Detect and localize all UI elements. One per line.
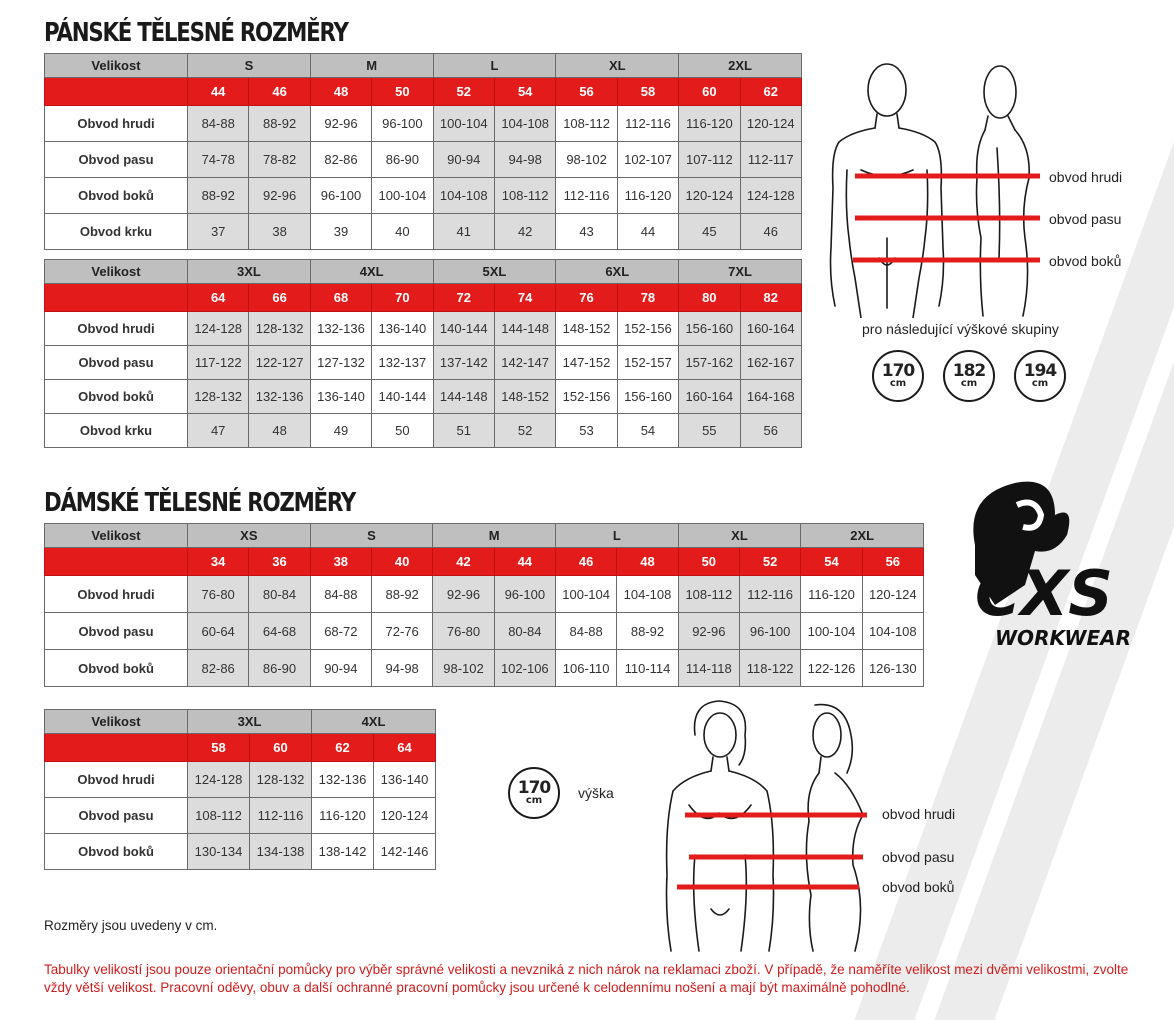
women-label-chest: obvod hrudi xyxy=(882,806,956,822)
size-number: 60 xyxy=(250,734,312,762)
table-cell: 128-132 xyxy=(188,380,249,414)
table-cell: 124-128 xyxy=(188,312,249,346)
size-group: L xyxy=(555,524,678,548)
size-number-label-cell xyxy=(45,78,188,106)
table-cell: 47 xyxy=(188,414,249,448)
size-number: 52 xyxy=(739,548,800,576)
table-cell: 118-122 xyxy=(739,650,800,687)
table-row xyxy=(45,346,802,380)
size-number-label-cell xyxy=(45,284,188,312)
table-cell: 120-124 xyxy=(740,106,801,142)
table-cell: 142-146 xyxy=(374,834,436,870)
table-cell: 44 xyxy=(617,214,678,250)
row-label: Obvod boků xyxy=(45,178,188,214)
size-number: 46 xyxy=(555,548,616,576)
table-cell: 84-88 xyxy=(310,576,371,613)
table-cell: 102-106 xyxy=(494,650,555,687)
logo-sub-text: WORKWEAR xyxy=(995,626,1132,650)
table-cell: 80-84 xyxy=(494,613,555,650)
row-label: Obvod pasu xyxy=(45,798,188,834)
table-row xyxy=(45,312,802,346)
table-cell: 72-76 xyxy=(371,613,432,650)
table-cell: 120-124 xyxy=(374,798,436,834)
size-number: 38 xyxy=(310,548,371,576)
table-cell: 90-94 xyxy=(433,142,494,178)
table-cell: 68-72 xyxy=(310,613,371,650)
table-cell: 86-90 xyxy=(249,650,310,687)
size-group: XL xyxy=(678,524,801,548)
size-number: 44 xyxy=(494,548,555,576)
table-cell: 84-88 xyxy=(188,106,249,142)
table-cell: 148-152 xyxy=(556,312,617,346)
row-label: Obvod krku xyxy=(45,214,188,250)
table-cell: 144-148 xyxy=(433,380,494,414)
table-cell: 132-136 xyxy=(310,312,371,346)
table-cell: 100-104 xyxy=(555,576,616,613)
row-label: Obvod boků xyxy=(45,650,188,687)
table-cell: 45 xyxy=(679,214,740,250)
table-cell: 122-127 xyxy=(249,346,310,380)
table-row xyxy=(45,613,924,650)
size-number-row xyxy=(45,78,802,106)
size-number: 40 xyxy=(371,548,432,576)
table-cell: 38 xyxy=(249,214,310,250)
size-number: 54 xyxy=(494,78,555,106)
table-cell: 92-96 xyxy=(249,178,310,214)
size-number: 74 xyxy=(494,284,555,312)
table-cell: 147-152 xyxy=(556,346,617,380)
size-group: S xyxy=(310,524,433,548)
size-group: XS xyxy=(188,524,311,548)
table-row xyxy=(45,798,436,834)
size-group: M xyxy=(433,524,556,548)
units-note: Rozměry jsou uvedeny v cm. xyxy=(44,918,218,933)
size-number-label-cell xyxy=(45,734,188,762)
size-number: 46 xyxy=(249,78,310,106)
size-number: 50 xyxy=(678,548,739,576)
size-number: 82 xyxy=(740,284,801,312)
row-label: Obvod hrudi xyxy=(45,576,188,613)
size-number: 64 xyxy=(374,734,436,762)
table-cell: 64-68 xyxy=(249,613,310,650)
table-cell: 120-124 xyxy=(679,178,740,214)
size-number-label-cell xyxy=(45,548,188,576)
row-label: Obvod hrudi xyxy=(45,762,188,798)
header-label: Velikost xyxy=(45,524,188,548)
table-cell: 94-98 xyxy=(371,650,432,687)
table-row xyxy=(45,576,924,613)
header-label: Velikost xyxy=(45,260,188,284)
table-row xyxy=(45,178,802,214)
table-cell: 136-140 xyxy=(310,380,371,414)
table-cell: 96-100 xyxy=(372,106,433,142)
table-cell: 116-120 xyxy=(312,798,374,834)
row-label: Obvod pasu xyxy=(45,346,188,380)
women-height-caption: výška xyxy=(578,785,614,801)
row-label: Obvod pasu xyxy=(45,613,188,650)
row-label: Obvod pasu xyxy=(45,142,188,178)
table-cell: 88-92 xyxy=(371,576,432,613)
height-badge-170: 170 cm xyxy=(872,350,924,402)
table-cell: 60-64 xyxy=(188,613,249,650)
table-cell: 132-137 xyxy=(372,346,433,380)
table-cell: 96-100 xyxy=(494,576,555,613)
table-cell: 157-162 xyxy=(679,346,740,380)
size-group: 2XL xyxy=(801,524,924,548)
women-label-hips: obvod boků xyxy=(882,879,955,895)
men-label-hips: obvod boků xyxy=(1049,253,1122,269)
table-cell: 116-120 xyxy=(617,178,678,214)
men-heights-caption: pro následující výškové skupiny xyxy=(862,321,1059,337)
table-cell: 46 xyxy=(740,214,801,250)
table-cell: 88-92 xyxy=(249,106,310,142)
table-cell: 164-168 xyxy=(740,380,801,414)
table-cell: 138-142 xyxy=(312,834,374,870)
table-row xyxy=(45,106,802,142)
women-section-title: DÁMSKÉ TĚLESNÉ ROZMĚRY xyxy=(44,488,356,518)
size-number: 56 xyxy=(862,548,923,576)
size-group: S xyxy=(188,54,311,78)
size-number: 76 xyxy=(556,284,617,312)
table-cell: 78-82 xyxy=(249,142,310,178)
header-label: Velikost xyxy=(45,710,188,734)
table-cell: 92-96 xyxy=(310,106,371,142)
size-group: XL xyxy=(556,54,679,78)
size-number: 58 xyxy=(188,734,250,762)
table-cell: 82-86 xyxy=(188,650,249,687)
table-cell: 117-122 xyxy=(188,346,249,380)
size-group: M xyxy=(310,54,433,78)
cxs-workwear-logo xyxy=(955,475,1165,655)
table-cell: 108-112 xyxy=(556,106,617,142)
table-cell: 116-120 xyxy=(679,106,740,142)
table-cell: 108-112 xyxy=(494,178,555,214)
table-cell: 152-156 xyxy=(556,380,617,414)
table-cell: 140-144 xyxy=(372,380,433,414)
table-cell: 98-102 xyxy=(556,142,617,178)
table-cell: 76-80 xyxy=(433,613,494,650)
table-row xyxy=(45,214,802,250)
size-number: 64 xyxy=(188,284,249,312)
men-size-table-2 xyxy=(44,259,802,448)
table-cell: 162-167 xyxy=(740,346,801,380)
size-number-row xyxy=(45,284,802,312)
size-number: 36 xyxy=(249,548,310,576)
table-header-row xyxy=(45,54,802,78)
table-cell: 108-112 xyxy=(188,798,250,834)
table-cell: 104-108 xyxy=(617,576,678,613)
table-cell: 156-160 xyxy=(679,312,740,346)
table-cell: 94-98 xyxy=(494,142,555,178)
size-number: 68 xyxy=(310,284,371,312)
size-number: 54 xyxy=(801,548,862,576)
table-cell: 104-108 xyxy=(433,178,494,214)
table-cell: 92-96 xyxy=(678,613,739,650)
table-row xyxy=(45,834,436,870)
table-cell: 132-136 xyxy=(312,762,374,798)
table-cell: 134-138 xyxy=(250,834,312,870)
size-group: 7XL xyxy=(679,260,802,284)
women-size-table-1 xyxy=(44,523,924,687)
size-number-row xyxy=(45,734,436,762)
size-group: 3XL xyxy=(188,710,312,734)
size-number: 50 xyxy=(372,78,433,106)
size-group: 4XL xyxy=(310,260,433,284)
table-cell: 112-117 xyxy=(740,142,801,178)
table-cell: 112-116 xyxy=(739,576,800,613)
table-cell: 49 xyxy=(310,414,371,448)
size-number: 78 xyxy=(617,284,678,312)
table-cell: 37 xyxy=(188,214,249,250)
table-cell: 112-116 xyxy=(556,178,617,214)
table-cell: 120-124 xyxy=(862,576,923,613)
men-label-chest: obvod hrudi xyxy=(1049,169,1123,185)
table-cell: 132-136 xyxy=(249,380,310,414)
table-cell: 156-160 xyxy=(617,380,678,414)
table-row xyxy=(45,650,924,687)
size-group: L xyxy=(433,54,556,78)
size-number: 62 xyxy=(312,734,374,762)
size-group: 2XL xyxy=(679,54,802,78)
table-cell: 106-110 xyxy=(555,650,616,687)
disclaimer-text: Tabulky velikostí jsou pouze orientační pomůcky pro výběr správné velikosti a nevzniká z nich nárok na reklamaci zboží. V případě, že naměříte velikost mezi dvěmi velikostmi, zvolte vždy větší velikost. Pracovní oděvy, obuv a další ochranné pracovní pomůcky jsou určené k celodennímu nošení a mají být maximálně pohodlné. xyxy=(44,962,1129,995)
men-body-figure xyxy=(825,58,1055,318)
table-cell: 160-164 xyxy=(679,380,740,414)
size-number: 52 xyxy=(433,78,494,106)
table-header-row xyxy=(45,710,436,734)
table-cell: 152-157 xyxy=(617,346,678,380)
table-cell: 80-84 xyxy=(249,576,310,613)
table-cell: 74-78 xyxy=(188,142,249,178)
table-row xyxy=(45,142,802,178)
table-cell: 82-86 xyxy=(310,142,371,178)
size-number: 80 xyxy=(679,284,740,312)
size-number: 44 xyxy=(188,78,249,106)
table-cell: 140-144 xyxy=(433,312,494,346)
size-group: 3XL xyxy=(188,260,311,284)
table-cell: 160-164 xyxy=(740,312,801,346)
table-cell: 55 xyxy=(679,414,740,448)
table-cell: 53 xyxy=(556,414,617,448)
table-cell: 86-90 xyxy=(372,142,433,178)
row-label: Obvod krku xyxy=(45,414,188,448)
row-label: Obvod boků xyxy=(45,380,188,414)
table-cell: 88-92 xyxy=(188,178,249,214)
table-cell: 116-120 xyxy=(801,576,862,613)
table-row xyxy=(45,762,436,798)
table-cell: 114-118 xyxy=(678,650,739,687)
size-number: 34 xyxy=(188,548,249,576)
logo-brand-text: CXS xyxy=(975,557,1113,630)
table-cell: 126-130 xyxy=(862,650,923,687)
table-cell: 50 xyxy=(372,414,433,448)
table-cell: 136-140 xyxy=(372,312,433,346)
table-cell: 104-108 xyxy=(494,106,555,142)
size-number: 56 xyxy=(556,78,617,106)
table-cell: 112-116 xyxy=(617,106,678,142)
men-size-table-1 xyxy=(44,53,802,250)
table-cell: 90-94 xyxy=(310,650,371,687)
size-number: 48 xyxy=(310,78,371,106)
men-label-waist: obvod pasu xyxy=(1049,211,1122,227)
size-number: 58 xyxy=(617,78,678,106)
size-group: 4XL xyxy=(312,710,436,734)
table-cell: 96-100 xyxy=(739,613,800,650)
women-label-waist: obvod pasu xyxy=(882,849,955,865)
table-cell: 136-140 xyxy=(374,762,436,798)
size-group: 6XL xyxy=(556,260,679,284)
size-number: 48 xyxy=(617,548,678,576)
table-cell: 128-132 xyxy=(249,312,310,346)
table-cell: 100-104 xyxy=(372,178,433,214)
table-cell: 43 xyxy=(556,214,617,250)
table-cell: 76-80 xyxy=(188,576,249,613)
table-cell: 144-148 xyxy=(494,312,555,346)
size-group: 5XL xyxy=(433,260,556,284)
size-number: 70 xyxy=(372,284,433,312)
table-cell: 92-96 xyxy=(433,576,494,613)
table-cell: 54 xyxy=(617,414,678,448)
table-cell: 39 xyxy=(310,214,371,250)
table-cell: 41 xyxy=(433,214,494,250)
table-cell: 122-126 xyxy=(801,650,862,687)
table-cell: 107-112 xyxy=(679,142,740,178)
table-cell: 100-104 xyxy=(801,613,862,650)
table-cell: 152-156 xyxy=(617,312,678,346)
table-cell: 124-128 xyxy=(740,178,801,214)
table-cell: 142-147 xyxy=(494,346,555,380)
row-label: Obvod hrudi xyxy=(45,106,188,142)
height-badge-194: 194 cm xyxy=(1014,350,1066,402)
table-cell: 98-102 xyxy=(433,650,494,687)
table-cell: 112-116 xyxy=(250,798,312,834)
table-cell: 108-112 xyxy=(678,576,739,613)
table-cell: 51 xyxy=(433,414,494,448)
men-section-title: PÁNSKÉ TĚLESNÉ ROZMĚRY xyxy=(44,18,348,48)
women-size-table-2 xyxy=(44,709,436,870)
size-number-row xyxy=(45,548,924,576)
table-cell: 148-152 xyxy=(494,380,555,414)
table-cell: 130-134 xyxy=(188,834,250,870)
size-number: 66 xyxy=(249,284,310,312)
row-label: Obvod boků xyxy=(45,834,188,870)
table-cell: 104-108 xyxy=(862,613,923,650)
size-number: 72 xyxy=(433,284,494,312)
header-label: Velikost xyxy=(45,54,188,78)
table-cell: 48 xyxy=(249,414,310,448)
table-cell: 40 xyxy=(372,214,433,250)
table-cell: 124-128 xyxy=(188,762,250,798)
women-height-badge: 170 cm xyxy=(508,767,560,819)
height-badge-182: 182 cm xyxy=(943,350,995,402)
table-cell: 102-107 xyxy=(617,142,678,178)
table-cell: 88-92 xyxy=(617,613,678,650)
women-body-figure xyxy=(655,695,875,955)
table-cell: 137-142 xyxy=(433,346,494,380)
table-row xyxy=(45,380,802,414)
table-cell: 52 xyxy=(494,414,555,448)
size-number: 62 xyxy=(740,78,801,106)
table-cell: 96-100 xyxy=(310,178,371,214)
table-cell: 42 xyxy=(494,214,555,250)
table-header-row xyxy=(45,524,924,548)
men-figure-measure-lines xyxy=(853,176,1040,260)
row-label: Obvod hrudi xyxy=(45,312,188,346)
table-cell: 84-88 xyxy=(555,613,616,650)
table-cell: 127-132 xyxy=(310,346,371,380)
table-cell: 128-132 xyxy=(250,762,312,798)
size-number: 42 xyxy=(433,548,494,576)
table-cell: 56 xyxy=(740,414,801,448)
table-header-row xyxy=(45,260,802,284)
table-cell: 110-114 xyxy=(617,650,678,687)
size-number: 60 xyxy=(679,78,740,106)
table-cell: 100-104 xyxy=(433,106,494,142)
table-row xyxy=(45,414,802,448)
